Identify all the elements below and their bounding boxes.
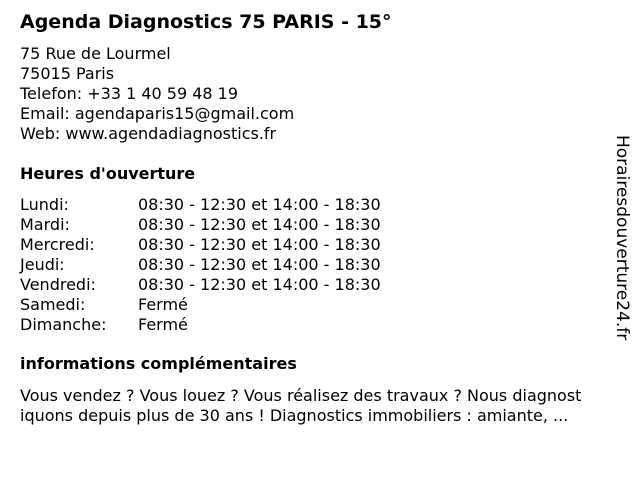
hours-row-samedi — [20, 295, 381, 315]
day-label: Lundi: — [20, 195, 69, 214]
business-title: Agenda Diagnostics 75 PARIS - 15° — [20, 11, 392, 33]
hours-row-mardi — [20, 215, 381, 235]
day-hours: 08:30 - 12:30 et 14:00 - 18:30 — [138, 195, 381, 214]
info-line: iquons depuis plus de 30 ans ! Diagnostics immobiliers : amiante, ... — [20, 406, 569, 425]
day-hours: 08:30 - 12:30 et 14:00 - 18:30 — [138, 215, 381, 234]
day-label: Mercredi: — [20, 235, 95, 254]
info-text — [20, 386, 632, 426]
info-line: Vous vendez ? Vous louez ? Vous réalisez des travaux ? Nous diagnost — [20, 386, 582, 405]
day-hours: Fermé — [138, 315, 188, 334]
hours-row-jeudi — [20, 255, 381, 275]
day-label: Samedi: — [20, 295, 86, 314]
site-watermark: Horairesdouverture24.fr — [612, 135, 632, 341]
hours-row-dimanche — [20, 315, 381, 335]
website: Web: www.agendadiagnostics.fr — [20, 124, 277, 143]
phone-number: Telefon: +33 1 40 59 48 19 — [20, 84, 239, 103]
day-hours: Fermé — [138, 295, 188, 314]
street-address: 75 Rue de Lourmel — [20, 44, 171, 63]
hours-heading: Heures d'ouverture — [20, 164, 196, 183]
day-hours: 08:30 - 12:30 et 14:00 - 18:30 — [138, 235, 381, 254]
hours-table — [20, 195, 381, 335]
hours-row-lundi — [20, 195, 381, 215]
hours-row-mercredi — [20, 235, 381, 255]
day-label: Dimanche: — [20, 315, 107, 334]
day-label: Mardi: — [20, 215, 70, 234]
day-hours: 08:30 - 12:30 et 14:00 - 18:30 — [138, 275, 381, 294]
day-label: Vendredi: — [20, 275, 96, 294]
email-address: Email: agendaparis15@gmail.com — [20, 104, 295, 123]
city-address: 75015 Paris — [20, 64, 115, 83]
hours-row-vendredi — [20, 275, 381, 295]
day-hours: 08:30 - 12:30 et 14:00 - 18:30 — [138, 255, 381, 274]
info-heading: informations complémentaires — [20, 354, 297, 373]
address-block — [20, 44, 294, 144]
day-label: Jeudi: — [20, 255, 65, 274]
